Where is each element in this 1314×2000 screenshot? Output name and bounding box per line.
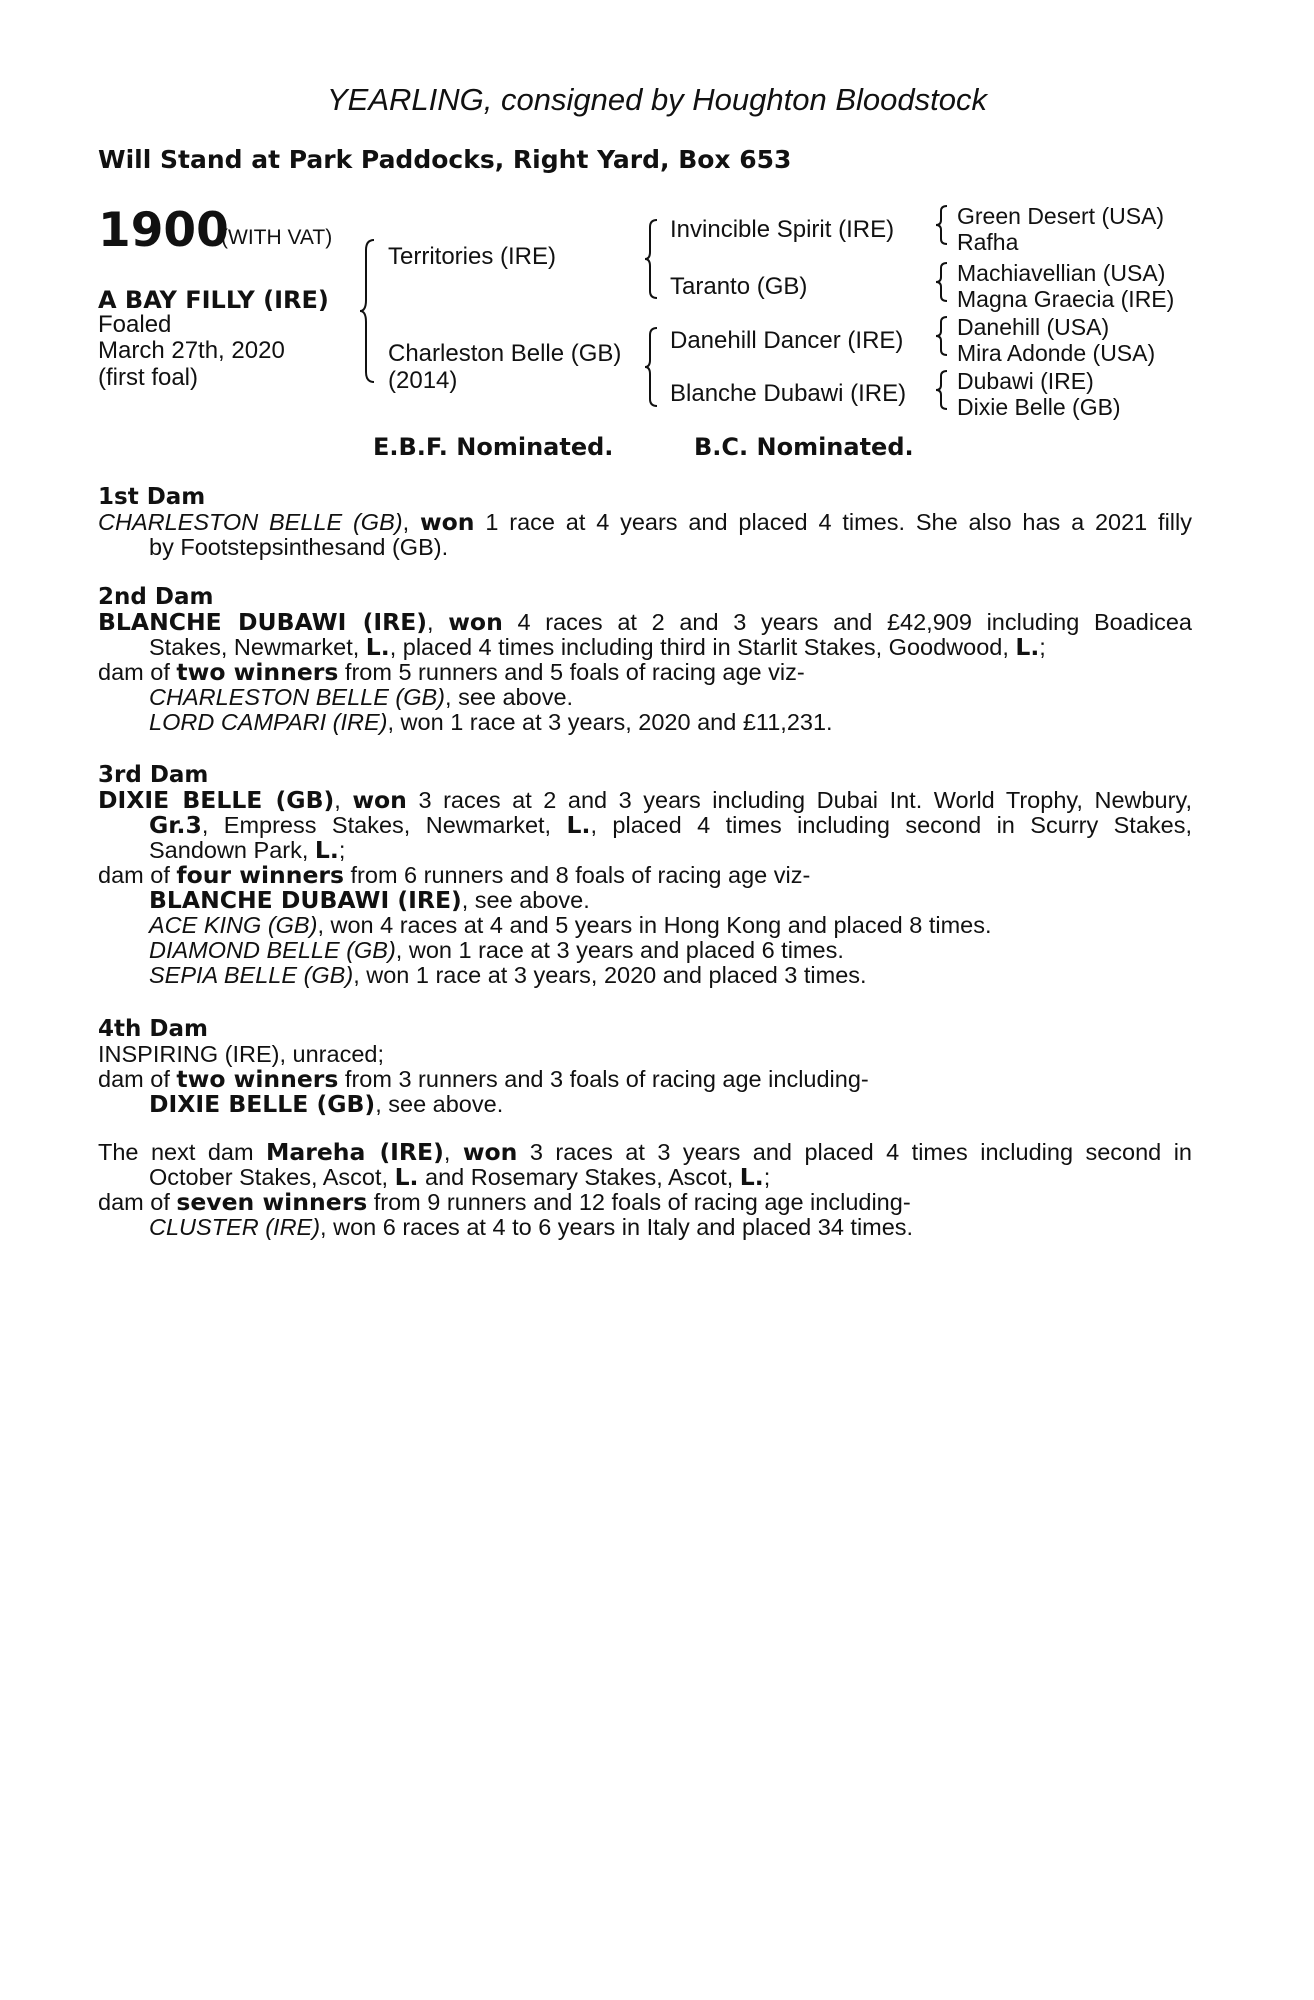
third-dam-race-2: , placed 4 times including second in Scurry Stakes, — [590, 812, 1192, 838]
progeny-record: , won 1 race at 3 years and placed 6 times. — [395, 937, 844, 963]
pedigree-dd-dam: Dixie Belle (GB) — [957, 394, 1121, 420]
progeny-name: LORD CAMPARI (IRE) — [149, 709, 388, 735]
next-dam-progeny-1 — [98, 1215, 1192, 1240]
progeny-name: CLUSTER (IRE) — [149, 1214, 321, 1240]
progeny-record: , won 1 race at 3 years, 2020 and £11,231. — [387, 709, 833, 735]
winners-count: two winners — [176, 1065, 339, 1093]
listed-mark: L. — [1015, 633, 1040, 661]
next-dam-name: Mareha (IRE) — [265, 1138, 444, 1166]
third-dam-progeny-1 — [98, 888, 1192, 913]
listed-mark: L. — [739, 1163, 764, 1191]
third-dam-section — [98, 763, 1192, 988]
third-dam-progeny-2 — [98, 913, 1192, 938]
group-mark: Gr.3 — [149, 811, 202, 839]
progeny-name: SEPIA BELLE (GB) — [149, 962, 354, 988]
third-dam-record: 3 races at 2 and 3 years including Dubai Int. World Trophy, Newbury, — [406, 787, 1192, 813]
produce-record: from 3 runners and 3 foals of racing age including- — [338, 1066, 869, 1092]
third-dam-line-3 — [98, 838, 1192, 863]
foal-note: (first foal) — [98, 364, 199, 391]
pedigree-brace-dd — [934, 369, 950, 411]
fourth-dam-section — [98, 1017, 1192, 1117]
winners-count: two winners — [176, 658, 339, 686]
third-dam-race-1: , Empress Stakes, Newmarket, — [201, 812, 567, 838]
first-dam-record: 1 race at 4 years and placed 4 times. She also has a 2021 filly — [474, 509, 1193, 535]
pedigree-ss-sire: Green Desert (USA) — [957, 203, 1165, 229]
progeny-record: , won 4 races at 4 and 5 years in Hong Kong and placed 8 times. — [317, 912, 992, 938]
foaled-label: Foaled — [98, 311, 172, 338]
progeny-name: ACE KING (GB) — [149, 912, 318, 938]
next-dam-intro: The next dam — [98, 1139, 266, 1165]
fourth-dam-line-1: INSPIRING (IRE), unraced; — [98, 1041, 384, 1067]
progeny-name: CHARLESTON BELLE (GB) — [149, 684, 446, 710]
first-dam-line-1: CHARLESTON BELLE (GB), won 1 race at 4 years and placed 4 times. She also has a 2021 filly — [98, 508, 1193, 536]
dam-of-label: dam of — [98, 659, 177, 685]
second-dam-line-1: BLANCHE DUBAWI (IRE), won 4 races at 2 and 3 years and £42,909 including Boadicea — [98, 608, 1192, 636]
pedigree-sire: Territories (IRE) — [388, 243, 557, 270]
pedigree-ds-sire: Danehill (USA) — [957, 314, 1110, 340]
pedigree-brace-main — [358, 238, 378, 384]
pedigree-sd-sire: Machiavellian (USA) — [957, 260, 1166, 286]
second-dam-progeny-2 — [98, 710, 1192, 735]
progeny-name: DIXIE BELLE (GB) — [149, 1090, 376, 1118]
pedigree-brace-sire — [643, 218, 661, 300]
next-dam-won: won — [462, 1138, 518, 1166]
punct: , — [443, 1139, 463, 1165]
pedigree-dam: Charleston Belle (GB) — [388, 340, 622, 367]
pedigree-brace-sd — [934, 261, 950, 303]
second-dam-race-2: , placed 4 times including third in Starlit Stakes, Goodwood, — [389, 634, 1016, 660]
pedigree-ss-dam: Rafha — [957, 229, 1019, 255]
next-dam-line-1 — [98, 1140, 1192, 1165]
first-dam-won: won — [419, 508, 475, 536]
progeny-name: DIAMOND BELLE (GB) — [149, 937, 396, 963]
progeny-record: , won 1 race at 3 years, 2020 and placed 3 times. — [353, 962, 867, 988]
pedigree-dam-dam: Blanche Dubawi (IRE) — [670, 380, 907, 407]
second-dam-race-1: Stakes, Newmarket, — [149, 634, 366, 660]
pedigree-brace-ds — [934, 315, 950, 357]
pedigree-brace-ss — [934, 204, 950, 246]
second-dam-line-2 — [98, 635, 1192, 660]
ebf-nomination: E.B.F. Nominated. — [373, 433, 614, 461]
progeny-name: BLANCHE DUBAWI (IRE) — [149, 886, 462, 914]
pedigree-dd-sire: Dubawi (IRE) — [957, 368, 1094, 394]
lot-number: 1900 — [98, 203, 229, 258]
first-dam-line-2: by Footstepsinthesand (GB). — [149, 534, 449, 560]
progeny-record: , see above. — [375, 1091, 504, 1117]
second-dam-name: BLANCHE DUBAWI (IRE) — [98, 608, 428, 636]
lot-description: A BAY FILLY (IRE) — [98, 286, 329, 314]
third-dam-progeny-4 — [98, 963, 1192, 988]
second-dam-produce — [98, 660, 1192, 685]
listed-mark: L. — [394, 1163, 419, 1191]
bc-nomination: B.C. Nominated. — [694, 433, 914, 461]
third-dam-race-3: Sandown Park, — [149, 837, 315, 863]
third-dam-won: won — [352, 786, 407, 814]
first-dam-heading: 1st Dam — [98, 484, 206, 510]
punct: ; — [1039, 634, 1046, 660]
produce-record: from 9 runners and 12 foals of racing age including- — [367, 1189, 911, 1215]
third-dam-progeny-3 — [98, 938, 1192, 963]
listed-mark: L. — [314, 836, 339, 864]
second-dam-progeny-1 — [98, 685, 1192, 710]
pedigree-ds-dam: Mira Adonde (USA) — [957, 340, 1156, 366]
pedigree-dam-sire: Danehill Dancer (IRE) — [670, 327, 904, 354]
third-dam-produce — [98, 863, 1192, 888]
punct: ; — [763, 1164, 771, 1190]
second-dam-won: won — [448, 608, 503, 636]
punct: ; — [338, 837, 346, 863]
fourth-dam-produce — [98, 1067, 1192, 1092]
dam-of-label: dam of — [98, 862, 177, 888]
progeny-record: , see above. — [445, 684, 574, 710]
fourth-dam-heading: 4th Dam — [98, 1016, 208, 1042]
pedigree-brace-dam — [643, 326, 661, 408]
pedigree-dam-year: (2014) — [388, 367, 458, 394]
dam-of-label: dam of — [98, 1066, 177, 1092]
dam-of-label: dam of — [98, 1189, 177, 1215]
foaled-date: March 27th, 2020 — [98, 337, 285, 364]
third-dam-heading: 3rd Dam — [98, 762, 209, 788]
third-dam-line-1: DIXIE BELLE (GB), won 3 races at 2 and 3 years including Dubai Int. World Trophy, Newbury, — [98, 786, 1192, 814]
winners-count: four winners — [176, 861, 344, 889]
listed-mark: L. — [566, 811, 591, 839]
next-dam-race-1: October Stakes, Ascot, — [149, 1164, 395, 1190]
third-dam-line-2 — [98, 813, 1192, 838]
vat-note: (WITH VAT) — [221, 226, 333, 249]
stand-location: Will Stand at Park Paddocks, Right Yard, Box 653 — [98, 145, 792, 174]
next-dam-section — [98, 1140, 1192, 1240]
pedigree-sd-dam: Magna Graecia (IRE) — [957, 286, 1175, 312]
second-dam-heading: 2nd Dam — [98, 584, 214, 610]
produce-record: from 5 runners and 5 foals of racing age viz- — [338, 659, 805, 685]
second-dam-section — [98, 585, 1192, 735]
progeny-record: , see above. — [461, 887, 590, 913]
third-dam-name: DIXIE BELLE (GB) — [98, 786, 335, 814]
next-dam-race-2: and Rosemary Stakes, Ascot, — [418, 1164, 740, 1190]
winners-count: seven winners — [176, 1188, 368, 1216]
first-dam-name: CHARLESTON BELLE (GB) — [98, 509, 403, 535]
pedigree-sire-dam: Taranto (GB) — [670, 273, 808, 300]
pedigree-sire-sire: Invincible Spirit (IRE) — [670, 216, 895, 243]
first-dam-section — [98, 485, 1192, 560]
next-dam-line-2 — [98, 1165, 1192, 1190]
progeny-record: , won 6 races at 4 to 6 years in Italy and placed 34 times. — [320, 1214, 914, 1240]
next-dam-record: 3 races at 3 years and placed 4 times including second in — [517, 1139, 1192, 1165]
second-dam-record: 4 races at 2 and 3 years and £42,909 including Boadicea — [502, 609, 1192, 635]
next-dam-produce — [98, 1190, 1192, 1215]
produce-record: from 6 runners and 8 foals of racing age viz- — [344, 862, 811, 888]
fourth-dam-progeny-1 — [98, 1092, 1192, 1117]
page-header-title: YEARLING, consigned by Houghton Bloodstock — [327, 82, 987, 117]
listed-mark: L. — [365, 633, 390, 661]
